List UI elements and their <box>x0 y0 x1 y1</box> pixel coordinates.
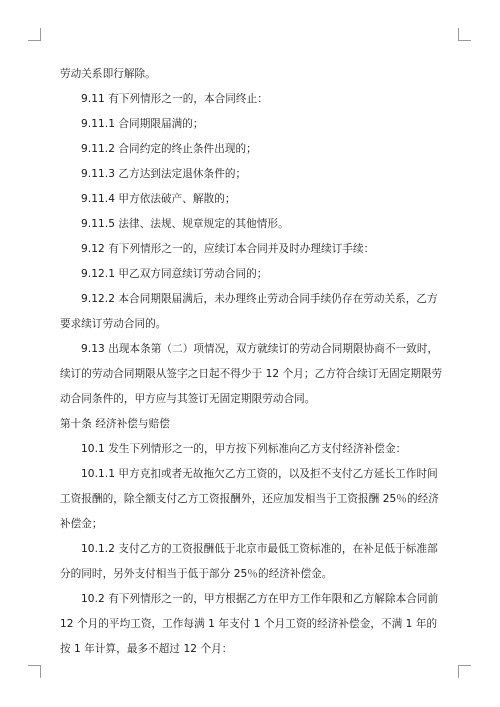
clause-9-12-1: 9.12.1 甲乙双方同意续订劳动合同的； <box>81 268 268 280</box>
clause-9-11-2: 9.11.2 合同约定的终止条件出现的； <box>81 143 257 155</box>
clause-10-1-1: 10.1.1 甲方克扣或者无故拖欠乙方工资的，以及拒不支付乙方延长工作时间工资报酬的，除全额支付乙方工资报酬外，还应加发相当于工资报酬 25％的经济补偿金； <box>60 468 439 530</box>
clause-9-13: 9.13 出现本条第（二）项情况，双方就续订的劳动合同期限协商不一致时，续订的劳动合同期限从签字之日起不得少于 12 个月；乙方符合续订无固定期限劳动合同条件的，甲方应与其签订无固定期限劳动合同。 <box>60 343 443 405</box>
clause-9-11-5: 9.11.5 法律、法规、规章规定的其他情形。 <box>81 218 289 230</box>
clause-9-12-2: 9.12.2 本合同期限届满后，未办理终止劳动合同手续仍存在劳动关系，乙方要求续订劳动合同的。 <box>60 293 438 330</box>
clause-10-2: 10.2 有下列情形之一的，甲方根据乙方在甲方工作年限和乙方解除本合同前 12 个月的平均工资，工作每满 1 年支付 1 个月工资的经济补偿金，不满 1 年的按 1 年计算，最多不超过 12 个月： <box>60 593 439 655</box>
crop-mark-top-left <box>28 28 41 41</box>
clause-9-11-3: 9.11.3 乙方达到法定退休条件的； <box>81 168 247 180</box>
article-10-heading: 第十条 经济补偿与赔偿 <box>60 418 170 430</box>
clause-9-11-1: 9.11.1 合同期限届满的； <box>81 118 204 130</box>
clause-10-1-2: 10.1.2 支付乙方的工资报酬低于北京市最低工资标准的，在补足低于标准部分的同时，另外支付相当于低于部分 25％的经济补偿金。 <box>60 543 438 580</box>
clause-9-12: 9.12 有下列情形之一的，应续订本合同并及时办理续订手续： <box>81 243 375 255</box>
crop-mark-bottom-right <box>458 665 471 678</box>
clause-10-1: 10.1 发生下列情形之一的，甲方按下列标准向乙方支付经济补偿金： <box>81 443 407 455</box>
crop-mark-top-right <box>458 28 471 41</box>
document-body <box>60 62 445 662</box>
clause-9-11-4: 9.11.4 甲方依法破产、解散的； <box>81 193 236 205</box>
clause-9-11: 9.11 有下列情形之一的，本合同终止： <box>81 93 268 105</box>
paragraph-continuation: 劳动关系即行解除。 <box>60 68 156 80</box>
crop-mark-bottom-left <box>28 665 41 678</box>
